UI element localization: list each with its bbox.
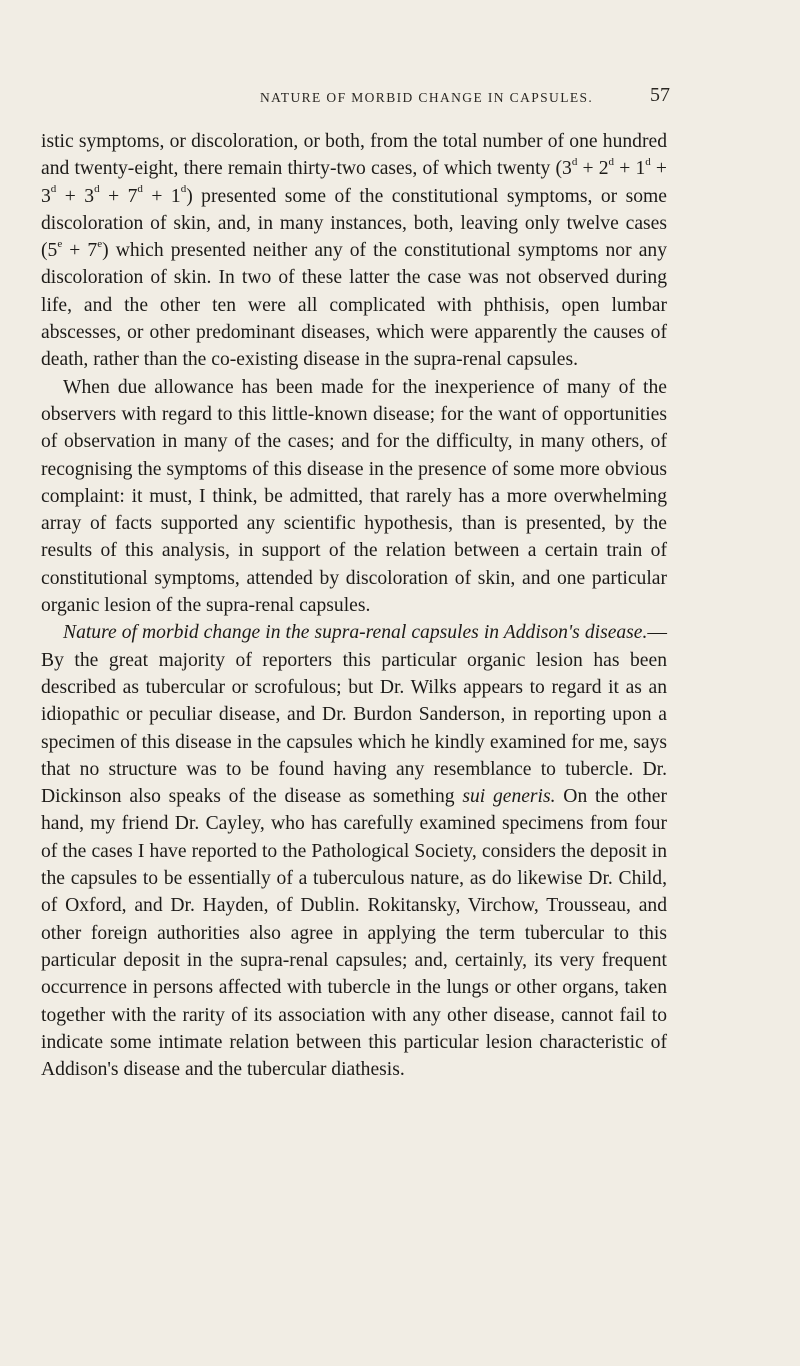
superscript: d — [571, 155, 578, 168]
paragraph-allowance: When due allowance has been made for the inexperience of many of the observers with regard to this little-known disease; for the want of opportunities of observation in many of the cases; and for the difficulty, in many others, of recognising the symptoms of this disease in the presence of some more obvious complaint: it must, I think, be admitted, that rarely has a more overwhelming array of facts supported any scientific hypothesis, than is presented, by the results of this analysis, in support of the relation between a certain train of constitutional symptoms, attended by discoloration of skin, and one particular organic lesion of the supra-renal capsules. — [41, 376, 667, 617]
running-head — [0, 84, 800, 116]
superscript: e — [57, 237, 63, 250]
running-title: NATURE OF MORBID CHANGE IN CAPSULES. — [260, 90, 594, 105]
text-run: + 1 — [142, 185, 181, 207]
page-number: 57 — [650, 84, 670, 106]
superscript: d — [50, 183, 57, 196]
text-run: + 7 — [62, 240, 98, 262]
superscript: d — [137, 183, 143, 196]
latin-phrase: sui generis. — [462, 786, 556, 808]
text-run: + 3 — [56, 185, 95, 207]
superscript: d — [608, 155, 615, 168]
text-run: istic symptoms, or discoloration, or both, from the total number of one hundred and twenty-eight, there remain thirty-two cases, of which twenty (3 — [41, 131, 667, 180]
superscript: d — [645, 155, 651, 168]
text-run: ) presented some of the constitutional symptoms, or some discoloration of skin, and, in many instances, both, leaving only twelve cases (5 — [41, 185, 667, 262]
text-run: + 3 — [41, 158, 667, 207]
superscript: d — [94, 183, 100, 196]
text-run: On the other hand, my friend Dr. Cayley, who has carefully examined specimens from four of the cases I have reported to the Pathological Society, considers the deposit in the capsules to be essentially of a tuberculous nature, as do likewise Dr. Child, of Oxford, and Dr. Hayden, of Dublin. Rokitansky, Virchow, Trousseau, and other foreign authorities also agree in applying the term tubercular to this particular deposit in the supra-renal capsules; and, certainly, its very frequent occurrence in persons affected with tubercle in the lungs or other organs, taken together with the rarity of its association with any other disease, cannot fail to indicate some intimate relation between this particular lesion characteristic of Addison's disease and the tubercular diathesis. — [41, 786, 667, 1081]
body-text — [41, 128, 667, 1083]
superscript: e — [97, 237, 103, 250]
paragraph-case-analysis — [41, 128, 667, 374]
text-run: + 1 — [614, 158, 646, 180]
text-run: ) which presented neither any of the constitutional symptoms nor any discoloration of skin. In two of these latter the case was not observed during life, and the other ten were all complicated with phthisis, open lumbar abscesses, or other predominant diseases, which were apparently the causes of death, rather than the co-existing disease in the supra-renal capsules. — [41, 240, 667, 371]
text-run: + 2 — [577, 158, 609, 180]
superscript: d — [180, 183, 187, 196]
paragraph-nature-of-change — [41, 619, 667, 1083]
text-run: + 7 — [99, 185, 138, 207]
section-heading-italic: Nature of morbid change in the supra-renal capsules in Addison's disease. — [63, 622, 648, 644]
text-run: —By the great majority of reporters this particular organic lesion has been described as tubercular or scrofulous; but Dr. Wilks appears to regard it as an idiopathic or peculiar disease, and Dr. Burdon Sanderson, in reporting upon a specimen of this disease in the capsules which he kindly examined for me, says that no structure was to be found having any resemblance to tubercle. Dr. Dickinson also speaks of the disease as something — [41, 622, 667, 808]
